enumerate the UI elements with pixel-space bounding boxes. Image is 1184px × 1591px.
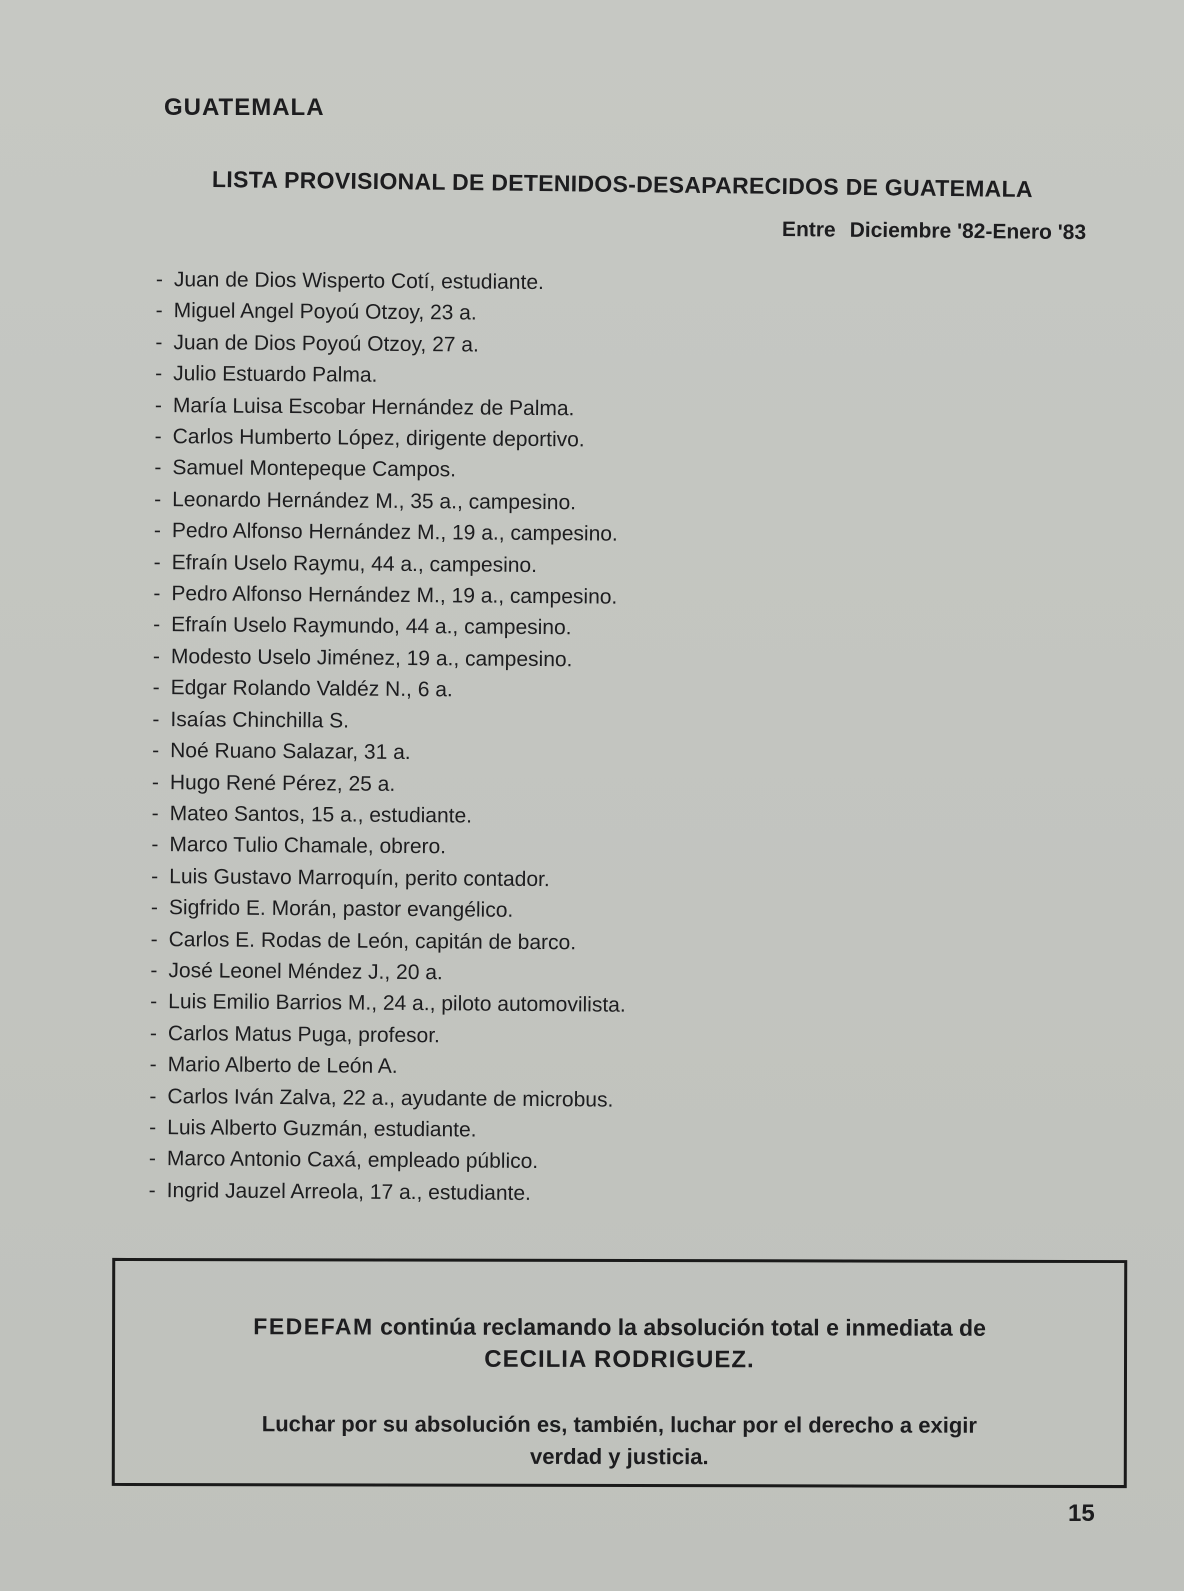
notice-line-2: CECILIA RODRIGUEZ. <box>484 1345 755 1374</box>
list-item-text: José Leonel Méndez J., 20 a. <box>168 959 443 985</box>
date-range-value: Diciembre '82-Enero '83 <box>849 218 1087 245</box>
list-item-text: Mario Alberto de León A. <box>167 1053 398 1079</box>
list-item-text: Edgar Rolando Valdéz N., 6 a. <box>170 676 453 702</box>
notice-line-1 <box>115 1313 1124 1342</box>
list-dash: - <box>151 770 160 794</box>
list-item-text: Pedro Alfonso Hernández M., 19 a., campesino. <box>171 582 618 609</box>
list-item-text: Luis Gustavo Marroquín, perito contador. <box>169 864 550 891</box>
list-item-text: Pedro Alfonso Hernández M., 19 a., campesino. <box>171 519 618 546</box>
list-dash: - <box>154 487 162 511</box>
organization-name: FEDEFAM <box>253 1313 374 1340</box>
list-item <box>156 295 856 332</box>
list-item-text: Mateo Santos, 15 a., estudiante. <box>169 802 473 828</box>
list-item <box>155 358 855 395</box>
list-item-text: Leonardo Hernández M., 35 a., campesino. <box>172 487 577 515</box>
list-item-text: Luis Emilio Barrios M., 24 a., piloto automovilista. <box>168 990 626 1018</box>
list-dash: - <box>153 582 161 606</box>
list-item <box>154 452 854 489</box>
list-item-text: Marco Tulio Chamale, obrero. <box>169 833 447 859</box>
list-dash: - <box>150 958 158 982</box>
date-range <box>782 218 1086 245</box>
list-item-text: Ingrid Jauzel Arreola, 17 a., estudiante. <box>166 1178 532 1205</box>
list-dash: - <box>153 613 161 637</box>
list-item <box>152 735 852 772</box>
list-item <box>151 892 851 929</box>
list-item <box>150 986 850 1023</box>
list-dash: - <box>150 896 159 920</box>
list-item-text: Miguel Angel Poyoú Otzoy, 23 a. <box>173 299 477 325</box>
list-item-text: Luis Alberto Guzmán, estudiante. <box>167 1116 477 1142</box>
list-dash: - <box>155 330 163 354</box>
list-dash: - <box>152 707 160 731</box>
notice-line-1-text: continúa reclamando la absolución total e inmediata de <box>380 1313 986 1341</box>
list-item-text: Hugo René Pérez, 25 a. <box>169 770 396 796</box>
list-item-text: Efraín Uselo Raymundo, 44 a., campesino. <box>171 613 572 640</box>
list-item-text: Modesto Uselo Jiménez, 19 a., campesino. <box>170 645 573 672</box>
list-dash: - <box>150 927 158 951</box>
date-prefix: Entre <box>781 218 836 242</box>
list-dash: - <box>148 1147 157 1171</box>
list-item-text: Efraín Uselo Raymu, 44 a., campesino. <box>171 550 538 577</box>
list-item <box>154 515 854 552</box>
list-item <box>151 829 851 866</box>
list-dash: - <box>153 550 161 574</box>
list-item-text: Carlos Matus Puga, profesor. <box>167 1021 441 1048</box>
list-item-text: Julio Estuardo Palma. <box>173 362 378 387</box>
list-dash: - <box>149 1053 157 1077</box>
list-dash: - <box>151 801 159 825</box>
list-item <box>153 672 853 709</box>
list-dash: - <box>151 833 159 857</box>
list-dash: - <box>152 676 160 700</box>
list-item-text: María Luisa Escobar Hernández de Palma. <box>172 393 575 420</box>
list-item-text: Juan de Dios Wisperto Cotí, estudiante. <box>173 268 544 295</box>
detainee-list <box>149 264 856 1212</box>
list-dash: - <box>154 456 162 480</box>
country-heading: GUATEMALA <box>164 94 325 121</box>
notice-box <box>112 1258 1127 1488</box>
list-dash: - <box>154 393 162 417</box>
list-item-text: Noé Ruano Salazar, 31 a. <box>170 739 411 765</box>
list-dash: - <box>155 362 163 386</box>
list-dash: - <box>155 267 163 292</box>
list-dash: - <box>149 1115 157 1139</box>
list-dash: - <box>148 1178 156 1202</box>
document-title: LISTA PROVISIONAL DE DETENIDOS-DESAPARECIDOS DE GUATEMALA <box>211 166 1033 203</box>
list-item <box>149 1175 849 1212</box>
list-item-text: Juan de Dios Poyoú Otzoy, 27 a. <box>173 330 479 357</box>
list-item <box>149 1143 849 1180</box>
list-item-text: Isaías Chinchilla S. <box>170 707 350 733</box>
list-dash: - <box>152 644 161 668</box>
list-dash: - <box>155 299 163 323</box>
list-item-text: Samuel Montepeque Campos. <box>172 456 457 482</box>
list-item <box>150 1049 850 1086</box>
list-item-text: Carlos Humberto López, dirigente deportivo. <box>172 425 585 452</box>
page-number: 15 <box>1068 1500 1095 1527</box>
list-dash: - <box>152 739 160 763</box>
list-item-text: Carlos E. Rodas de León, capitán de barco. <box>168 927 577 954</box>
list-dash: - <box>150 990 158 1014</box>
list-dash: - <box>154 425 162 449</box>
list-dash: - <box>149 1084 157 1108</box>
list-dash: - <box>149 1021 158 1045</box>
list-item-text: Carlos Iván Zalva, 22 a., ayudante de microbus. <box>167 1084 614 1112</box>
list-item-text: Sigfrido E. Morán, pastor evangélico. <box>168 896 514 922</box>
list-dash: - <box>153 519 161 543</box>
list-dash: - <box>151 864 159 888</box>
list-item-text: Marco Antonio Caxá, empleado público. <box>166 1147 539 1174</box>
notice-line-4: verdad y justicia. <box>530 1443 709 1470</box>
notice-line-3: Luchar por su absolución es, también, luchar por el derecho a exigir <box>261 1411 978 1438</box>
